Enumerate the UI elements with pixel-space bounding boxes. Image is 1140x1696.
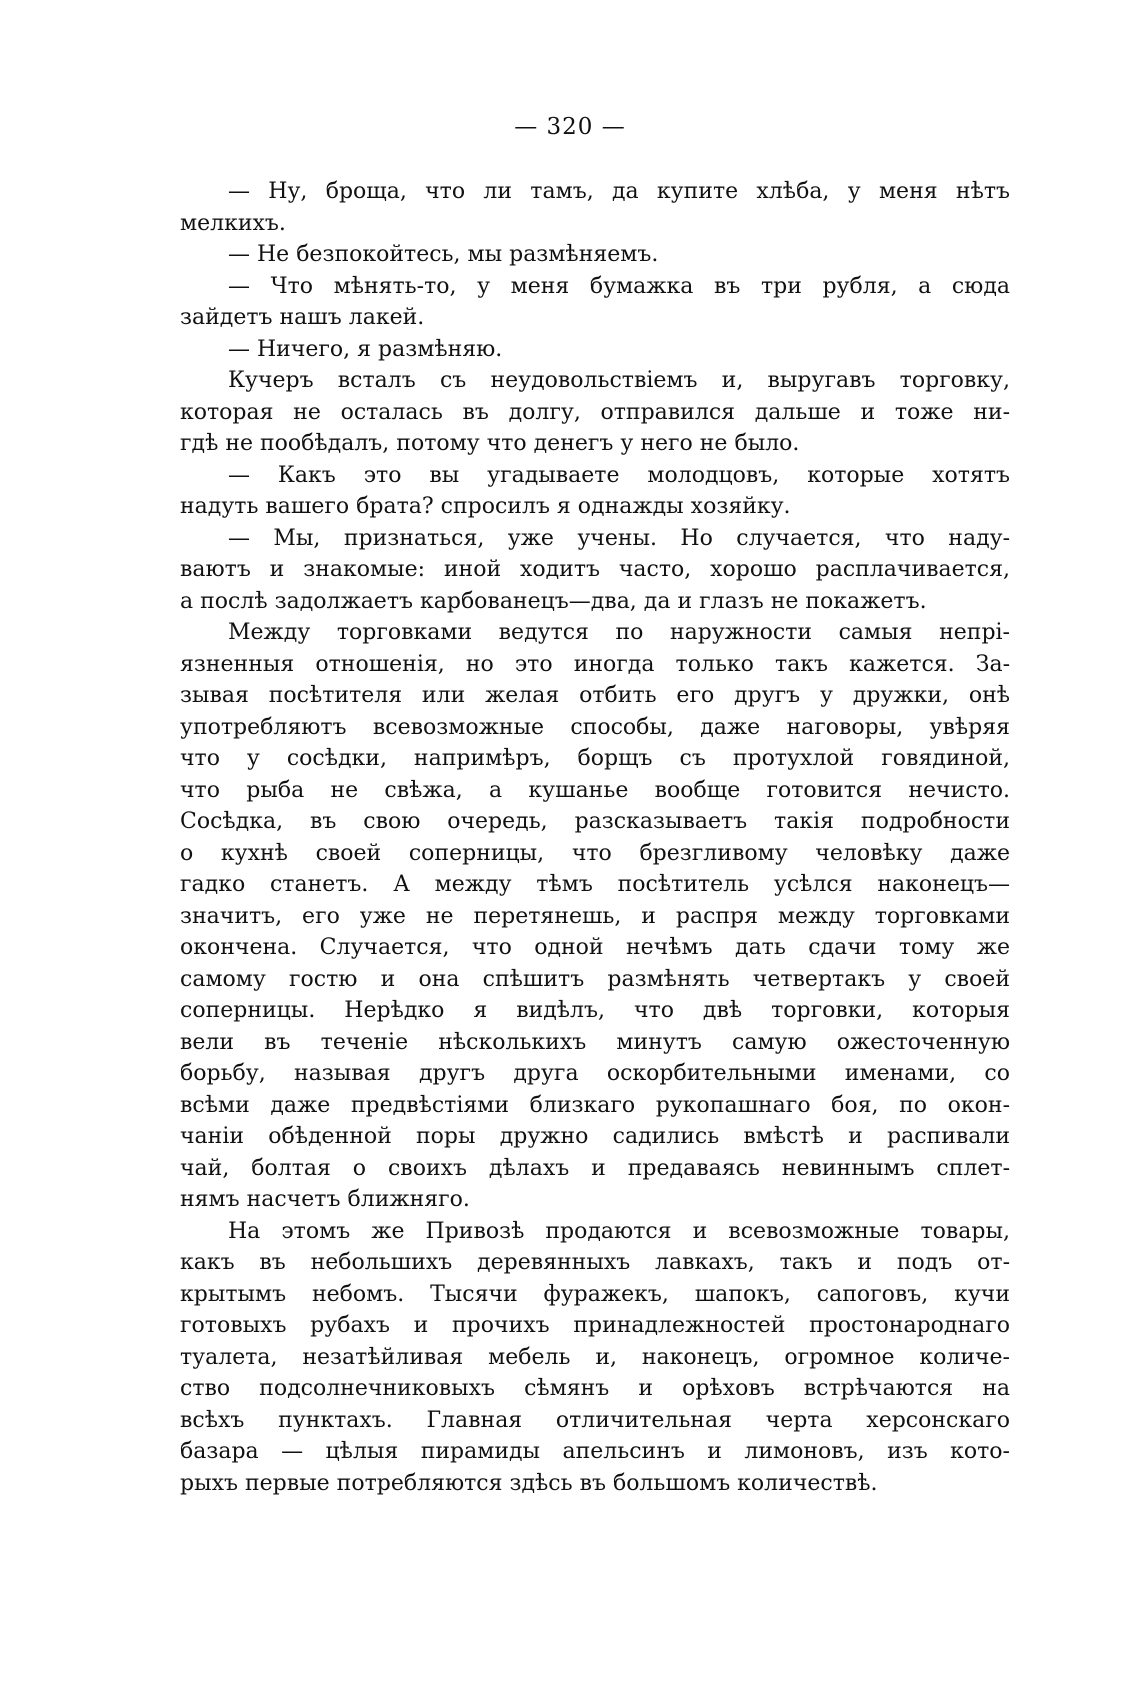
text-line: язненныя отношенія, но это иногда только такъ кажется. За- xyxy=(180,651,1010,677)
text-line: а послѣ задолжаетъ карбованецъ—два, да и глазъ не покажетъ. xyxy=(180,588,927,614)
paragraph xyxy=(180,1216,1010,1500)
text-line: о кухнѣ своей соперницы, что брезгливому человѣку даже xyxy=(180,840,1010,866)
text-line: вели въ теченіе нѣсколькихъ минутъ самую ожесточенную xyxy=(180,1029,1010,1055)
text-line: — Мы, признаться, уже учены. Но случается, что наду- xyxy=(228,525,1010,551)
text-line: Кучеръ всталъ съ неудовольствіемъ и, выругавъ торговку, xyxy=(228,368,1010,393)
text-line: — Что мѣнять-то, у меня бумажка въ три рубля, а сюда xyxy=(228,273,1010,299)
text-line: — Какъ это вы угадываете молодцовъ, которые хотятъ xyxy=(228,462,1010,488)
text-line: базара — цѣлыя пирамиды апельсинъ и лимоновъ, изъ кото- xyxy=(180,1439,1010,1464)
text-line: туалета, незатѣйливая мебель и, наконецъ, огромное количе- xyxy=(180,1344,1010,1370)
text-line: всѣми даже предвѣстіями близкаго рукопашнаго боя, по окон- xyxy=(180,1092,1010,1118)
text-line: нямъ насчетъ ближняго. xyxy=(180,1187,470,1212)
text-line: — Ничего, я размѣняю. xyxy=(228,336,503,362)
text-line: Сосѣдка, въ свою очередь, разсказываетъ такія подробности xyxy=(180,809,1010,834)
text-line: всѣхъ пунктахъ. Главная отличительная черта херсонскаго xyxy=(180,1407,1010,1433)
text-line: ство подсолнечниковыхъ сѣмянъ и орѣховъ встрѣчаются на xyxy=(180,1376,1010,1401)
paragraph xyxy=(180,334,1010,366)
text-line: готовыхъ рубахъ и прочихъ принадлежностей простонароднаго xyxy=(180,1313,1010,1338)
text-line: гдѣ не пообѣдалъ, потому что денегъ у него не было. xyxy=(180,431,800,456)
text-line: На этомъ же Привозѣ продаются и всевозможные товары, xyxy=(228,1218,1010,1244)
text-line: чай, болтая о своихъ дѣлахъ и предаваясь невиннымъ сплет- xyxy=(180,1155,1010,1181)
text-line: рыхъ первые потребляются здѣсь въ большомъ количествѣ. xyxy=(180,1470,878,1496)
text-line: гадко станетъ. А между тѣмъ посѣтитель усѣлся наконецъ— xyxy=(180,872,1010,897)
text-line: надуть вашего брата? спросилъ я однажды хозяйку. xyxy=(180,494,791,519)
text-line: которая не осталась въ долгу, отправился дальше и тоже ни- xyxy=(180,399,1010,425)
paragraph xyxy=(180,460,1010,523)
text-line: самому гостю и она спѣшитъ размѣнять четвертакъ у своей xyxy=(180,966,1010,992)
paragraph xyxy=(180,271,1010,334)
paragraph xyxy=(180,239,1010,271)
text-line: чаніи обѣденной поры дружно садились вмѣстѣ и распивали xyxy=(180,1124,1010,1149)
text-line: что рыба не свѣжа, а кушанье вообще готовится нечисто. xyxy=(180,777,1010,803)
text-line: зайдетъ нашъ лакей. xyxy=(180,305,425,330)
text-line: употребляютъ всевозможные способы, даже наговоры, увѣряя xyxy=(180,714,1010,740)
paragraph xyxy=(180,176,1010,239)
paragraph xyxy=(180,617,1010,1216)
text-line: — Не безпокойтесь, мы размѣняемъ. xyxy=(228,242,659,267)
text-line: соперницы. Нерѣдко я видѣлъ, что двѣ торговки, которыя xyxy=(180,998,1010,1023)
text-line: Между торговками ведутся по наружности самыя непрі- xyxy=(228,620,1010,645)
text-line: окончена. Случается, что одной нечѣмъ дать сдачи тому же xyxy=(180,935,1010,960)
text-line: значитъ, его уже не перетянешь, и распря между торговками xyxy=(180,903,1010,929)
page-number: — 320 — xyxy=(514,114,626,140)
text-line: — Ну, броща, что ли тамъ, да купите хлѣба, у меня нѣтъ xyxy=(228,179,1010,204)
text-line: зывая посѣтителя или желая отбить его другъ у дружки, онѣ xyxy=(180,683,1010,708)
paragraph xyxy=(180,523,1010,618)
paragraph xyxy=(180,365,1010,460)
text-line: ваютъ и знакомые: иной ходитъ часто, хорошо расплачивается, xyxy=(180,557,1010,582)
body-text xyxy=(180,176,1010,1499)
text-line: что у сосѣдки, напримѣръ, борщъ съ протухлой говядиной, xyxy=(180,746,1010,771)
text-line: крытымъ небомъ. Тысячи фуражекъ, шапокъ, сапоговъ, кучи xyxy=(180,1281,1010,1307)
text-line: борьбу, называя другъ друга оскорбительными именами, со xyxy=(180,1061,1010,1086)
text-line: какъ въ небольшихъ деревянныхъ лавкахъ, такъ и подъ от- xyxy=(180,1250,1010,1275)
text-line: мелкихъ. xyxy=(180,210,286,236)
